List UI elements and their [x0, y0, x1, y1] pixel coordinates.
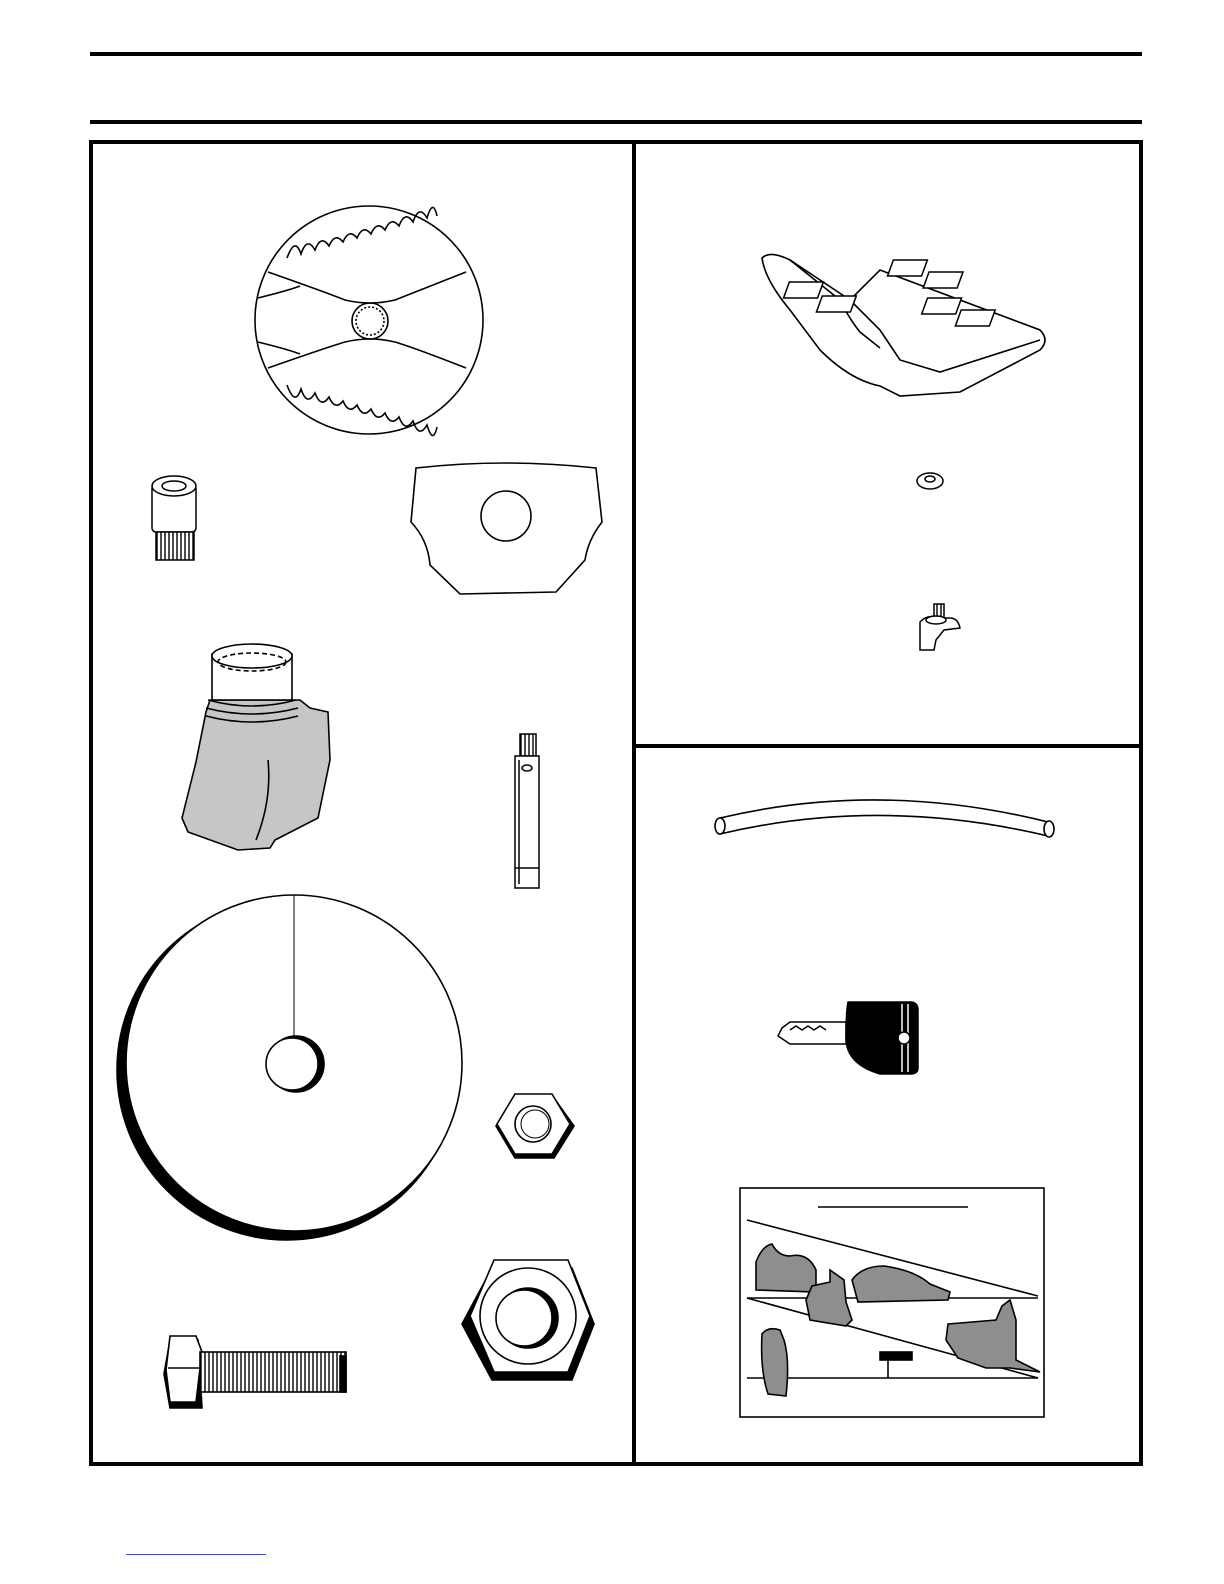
slope-guide-decal-illustration — [740, 1188, 1044, 1417]
washer-large-illustration — [117, 895, 462, 1240]
hex-nut-large-illustration — [462, 1260, 594, 1380]
seat-washer-illustration — [917, 473, 943, 489]
hex-bolt-illustration — [164, 1336, 346, 1408]
ignition-key-illustration — [778, 1002, 918, 1074]
extension-chute-illustration — [182, 644, 330, 850]
steering-shaft-illustration — [515, 734, 539, 888]
steering-adapter-illustration — [152, 476, 196, 560]
seat-illustration — [762, 254, 1045, 396]
tube-illustration — [715, 800, 1054, 837]
wing-screw-illustration — [920, 604, 960, 650]
hex-nut-small-illustration — [496, 1094, 574, 1158]
steering-wheel-cover-illustration — [411, 463, 602, 594]
steering-wheel-illustration — [255, 206, 483, 436]
footer-link-underline[interactable] — [126, 1554, 266, 1555]
